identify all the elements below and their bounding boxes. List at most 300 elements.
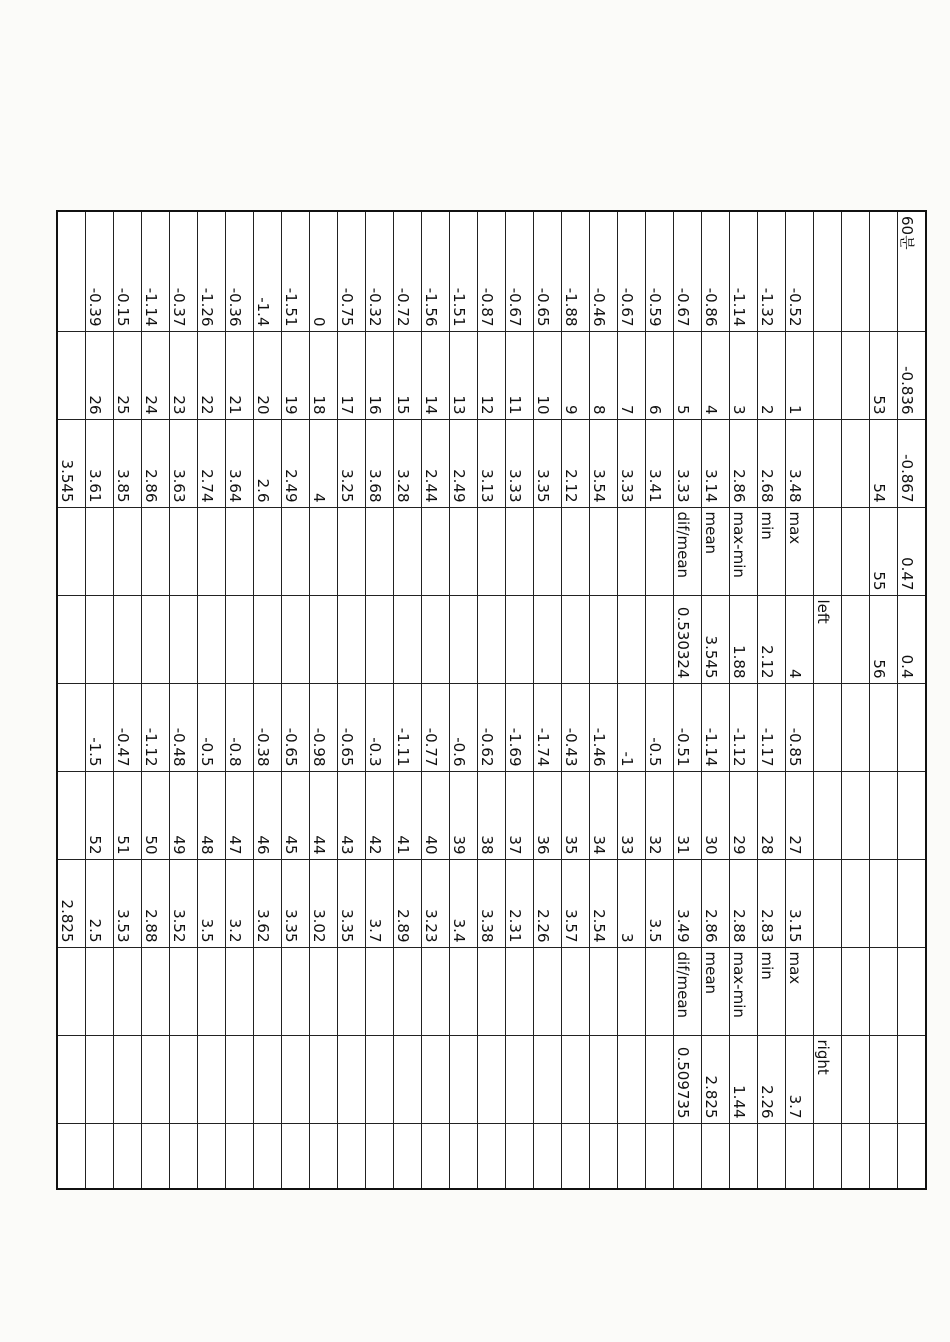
empty-cell (142, 947, 170, 1035)
left-index: 17 (338, 331, 366, 419)
right-value: 3.2 (226, 859, 254, 947)
table-row (730, 211, 758, 1189)
right-index: 38 (478, 771, 506, 859)
right-offset: -1.69 (506, 683, 534, 771)
right-value: 3.15 (786, 859, 814, 947)
empty-cell (646, 595, 674, 683)
empty-cell (57, 1123, 86, 1189)
left-offset: -1.51 (450, 211, 478, 331)
left-index: 2 (758, 331, 786, 419)
right-index: 34 (590, 771, 618, 859)
empty-cell (114, 595, 142, 683)
header-value: 0.47 (898, 507, 927, 595)
left-offset: -1.4 (254, 211, 282, 331)
right-offset: -1.12 (730, 683, 758, 771)
left-value: 3.14 (702, 419, 730, 507)
empty-cell (842, 683, 870, 771)
empty-cell (450, 1123, 478, 1189)
right-index: 33 (618, 771, 646, 859)
empty-cell (814, 331, 842, 419)
table-row (366, 211, 394, 1189)
right-value: 3.7 (366, 859, 394, 947)
left-value: 3.68 (366, 419, 394, 507)
left-index: 26 (86, 331, 114, 419)
empty-cell (86, 1123, 114, 1189)
left-offset: -0.15 (114, 211, 142, 331)
empty-cell (254, 1123, 282, 1189)
table-row (198, 211, 226, 1189)
left-offset: -0.39 (86, 211, 114, 331)
left-offset: -0.52 (786, 211, 814, 331)
right-offset: -1.14 (702, 683, 730, 771)
right-median: 2.825 (57, 859, 86, 947)
empty-cell (786, 1123, 814, 1189)
right-offset: -0.77 (422, 683, 450, 771)
empty-cell (898, 859, 927, 947)
left-index: 10 (534, 331, 562, 419)
empty-cell (534, 1123, 562, 1189)
table-row (478, 211, 506, 1189)
empty-cell (114, 1123, 142, 1189)
empty-cell (310, 1035, 338, 1123)
empty-cell (534, 1035, 562, 1123)
right-value: 3.4 (450, 859, 478, 947)
header-value: 0.4 (898, 595, 927, 683)
header-row-values (898, 211, 927, 1189)
empty-cell (394, 1035, 422, 1123)
left-stat-label: max (786, 507, 814, 595)
left-stat-value: 2.12 (758, 595, 786, 683)
left-offset: -0.67 (674, 211, 702, 331)
empty-cell (618, 507, 646, 595)
right-stat-label: mean (702, 947, 730, 1035)
empty-cell (870, 859, 898, 947)
empty-cell (646, 947, 674, 1035)
empty-cell (198, 947, 226, 1035)
empty-cell (478, 1123, 506, 1189)
data-grid (56, 210, 927, 1190)
empty-cell (646, 1035, 674, 1123)
table-row (674, 211, 702, 1189)
empty-cell (702, 1123, 730, 1189)
right-offset: -1.5 (86, 683, 114, 771)
right-value: 2.54 (590, 859, 618, 947)
empty-cell (422, 1123, 450, 1189)
right-index: 37 (506, 771, 534, 859)
right-stat-value: 1.44 (730, 1035, 758, 1123)
empty-cell (590, 947, 618, 1035)
right-offset: -0.65 (282, 683, 310, 771)
left-median: 3.545 (57, 419, 86, 507)
left-index: 19 (282, 331, 310, 419)
sheet-title: 60분 (898, 211, 927, 331)
spreadsheet-printout (58, 210, 927, 1180)
left-offset: -1.88 (562, 211, 590, 331)
empty-cell (310, 1123, 338, 1189)
left-value: 2.44 (422, 419, 450, 507)
right-stat-label: dif/mean (674, 947, 702, 1035)
right-value: 3.35 (282, 859, 310, 947)
empty-cell (814, 211, 842, 331)
left-stat-value: 1.88 (730, 595, 758, 683)
left-value: 4 (310, 419, 338, 507)
right-index: 45 (282, 771, 310, 859)
empty-cell (57, 211, 86, 331)
empty-cell (450, 1035, 478, 1123)
left-value: 2.6 (254, 419, 282, 507)
right-offset: -1.12 (142, 683, 170, 771)
left-offset: -0.65 (534, 211, 562, 331)
right-index: 31 (674, 771, 702, 859)
empty-cell (842, 507, 870, 595)
right-offset: -0.65 (338, 683, 366, 771)
left-stat-value: 0.530324 (674, 595, 702, 683)
left-value: 3.33 (674, 419, 702, 507)
left-offset: -0.32 (366, 211, 394, 331)
right-stat-value: 2.825 (702, 1035, 730, 1123)
empty-cell (254, 595, 282, 683)
empty-cell (814, 419, 842, 507)
empty-cell (366, 1123, 394, 1189)
right-offset: -1.74 (534, 683, 562, 771)
right-offset: -1.17 (758, 683, 786, 771)
empty-cell (198, 595, 226, 683)
left-header: left (814, 595, 842, 683)
empty-cell (338, 1035, 366, 1123)
right-header: right (814, 1035, 842, 1123)
empty-cell (226, 1035, 254, 1123)
right-value: 3.02 (310, 859, 338, 947)
empty-cell (814, 1123, 842, 1189)
empty-cell (57, 771, 86, 859)
right-value: 2.88 (730, 859, 758, 947)
table-row (702, 211, 730, 1189)
empty-cell (618, 595, 646, 683)
empty-cell (366, 1035, 394, 1123)
left-index: 25 (114, 331, 142, 419)
left-index: 16 (366, 331, 394, 419)
empty-cell (478, 595, 506, 683)
left-stat-label: max-min (730, 507, 758, 595)
empty-cell (590, 507, 618, 595)
empty-cell (226, 507, 254, 595)
left-value: 3.25 (338, 419, 366, 507)
left-index: 4 (702, 331, 730, 419)
empty-cell (450, 595, 478, 683)
right-value: 2.89 (394, 859, 422, 947)
header-value: -0.867 (898, 419, 927, 507)
left-offset: -0.37 (170, 211, 198, 331)
left-index: 8 (590, 331, 618, 419)
empty-cell (282, 507, 310, 595)
table-row (394, 211, 422, 1189)
empty-cell (478, 947, 506, 1035)
empty-cell (506, 1035, 534, 1123)
right-index: 39 (450, 771, 478, 859)
left-index: 1 (786, 331, 814, 419)
empty-cell (506, 1123, 534, 1189)
right-value: 2.31 (506, 859, 534, 947)
left-index: 20 (254, 331, 282, 419)
empty-cell (646, 507, 674, 595)
right-value: 2.83 (758, 859, 786, 947)
right-index: 28 (758, 771, 786, 859)
empty-cell (506, 595, 534, 683)
right-offset: -1.46 (590, 683, 618, 771)
left-index: 21 (226, 331, 254, 419)
empty-cell (226, 595, 254, 683)
left-value: 3.13 (478, 419, 506, 507)
empty-cell (898, 947, 927, 1035)
right-offset: -0.85 (786, 683, 814, 771)
empty-cell (86, 947, 114, 1035)
empty-cell (114, 1035, 142, 1123)
empty-cell (842, 771, 870, 859)
empty-cell (450, 507, 478, 595)
empty-cell (842, 331, 870, 419)
empty-cell (870, 683, 898, 771)
empty-cell (170, 1035, 198, 1123)
right-index: 52 (86, 771, 114, 859)
table-row (646, 211, 674, 1189)
right-stat-label: max (786, 947, 814, 1035)
header-row-indices (870, 211, 898, 1189)
left-offset: -1.32 (758, 211, 786, 331)
empty-cell (842, 419, 870, 507)
right-value: 3.38 (478, 859, 506, 947)
empty-cell (226, 947, 254, 1035)
table-row (758, 211, 786, 1189)
right-offset: -0.51 (674, 683, 702, 771)
empty-cell (590, 1035, 618, 1123)
empty-cell (842, 211, 870, 331)
empty-cell (86, 595, 114, 683)
empty-cell (366, 507, 394, 595)
left-value: 2.49 (450, 419, 478, 507)
right-index: 36 (534, 771, 562, 859)
empty-cell (590, 595, 618, 683)
table-row (338, 211, 366, 1189)
left-index: 15 (394, 331, 422, 419)
left-stat-label: min (758, 507, 786, 595)
empty-cell (338, 947, 366, 1035)
left-value: 3.85 (114, 419, 142, 507)
left-value: 3.61 (86, 419, 114, 507)
empty-cell (114, 507, 142, 595)
empty-cell (170, 1123, 198, 1189)
header-index: 56 (870, 595, 898, 683)
empty-cell (254, 947, 282, 1035)
right-value: 3.5 (198, 859, 226, 947)
right-offset: -0.98 (310, 683, 338, 771)
empty-cell (730, 1123, 758, 1189)
left-index: 23 (170, 331, 198, 419)
left-offset: -0.46 (590, 211, 618, 331)
empty-cell (870, 1035, 898, 1123)
right-index: 44 (310, 771, 338, 859)
empty-cell (618, 1035, 646, 1123)
table-row (786, 211, 814, 1189)
left-value: 2.86 (142, 419, 170, 507)
empty-cell (898, 1035, 927, 1123)
right-index: 41 (394, 771, 422, 859)
empty-cell (226, 1123, 254, 1189)
empty-cell (842, 595, 870, 683)
right-value: 3.62 (254, 859, 282, 947)
empty-cell (422, 595, 450, 683)
right-index: 51 (114, 771, 142, 859)
left-value: 3.35 (534, 419, 562, 507)
table-row (86, 211, 114, 1189)
left-value: 3.33 (506, 419, 534, 507)
empty-cell (57, 1035, 86, 1123)
empty-cell (562, 1035, 590, 1123)
right-index: 43 (338, 771, 366, 859)
empty-cell (338, 595, 366, 683)
right-value: 3.52 (170, 859, 198, 947)
table-row (618, 211, 646, 1189)
right-offset: -0.3 (366, 683, 394, 771)
empty-cell (506, 507, 534, 595)
left-value: 3.28 (394, 419, 422, 507)
empty-cell (534, 595, 562, 683)
empty-cell (142, 1123, 170, 1189)
left-offset: -0.75 (338, 211, 366, 331)
left-value: 2.68 (758, 419, 786, 507)
empty-cell (562, 1123, 590, 1189)
empty-cell (57, 331, 86, 419)
left-offset: -0.86 (702, 211, 730, 331)
right-offset: -0.5 (646, 683, 674, 771)
empty-cell (870, 947, 898, 1035)
left-index: 22 (198, 331, 226, 419)
empty-cell (338, 1123, 366, 1189)
left-offset: -1.26 (198, 211, 226, 331)
empty-cell (534, 947, 562, 1035)
right-index: 47 (226, 771, 254, 859)
right-stat-label: max-min (730, 947, 758, 1035)
right-stat-label: min (758, 947, 786, 1035)
empty-cell (506, 947, 534, 1035)
empty-cell (254, 507, 282, 595)
table-row (282, 211, 310, 1189)
empty-cell (842, 947, 870, 1035)
empty-cell (590, 1123, 618, 1189)
empty-cell (282, 1035, 310, 1123)
empty-cell (814, 947, 842, 1035)
left-offset: -1.56 (422, 211, 450, 331)
right-index: 32 (646, 771, 674, 859)
right-index: 50 (142, 771, 170, 859)
empty-cell (422, 947, 450, 1035)
table-row (534, 211, 562, 1189)
empty-cell (198, 1123, 226, 1189)
empty-cell (842, 1123, 870, 1189)
left-value: 3.63 (170, 419, 198, 507)
right-value: 3.23 (422, 859, 450, 947)
empty-cell (842, 1035, 870, 1123)
left-value: 3.54 (590, 419, 618, 507)
right-offset: -0.5 (198, 683, 226, 771)
left-offset: -0.72 (394, 211, 422, 331)
empty-cell (870, 771, 898, 859)
left-offset: -1.14 (142, 211, 170, 331)
empty-cell (646, 1123, 674, 1189)
table-row (562, 211, 590, 1189)
empty-cell (758, 1123, 786, 1189)
left-offset: -0.87 (478, 211, 506, 331)
table-row (506, 211, 534, 1189)
empty-cell (282, 595, 310, 683)
empty-cell (870, 211, 898, 331)
empty-cell (310, 507, 338, 595)
empty-cell (366, 595, 394, 683)
empty-cell (422, 1035, 450, 1123)
empty-cell (254, 1035, 282, 1123)
right-value: 3.53 (114, 859, 142, 947)
left-index: 12 (478, 331, 506, 419)
right-value: 3.5 (646, 859, 674, 947)
right-value: 3.57 (562, 859, 590, 947)
empty-cell (198, 1035, 226, 1123)
left-value: 3.41 (646, 419, 674, 507)
empty-cell (86, 507, 114, 595)
empty-cell (366, 947, 394, 1035)
right-stat-value: 3.7 (786, 1035, 814, 1123)
left-stat-label: dif/mean (674, 507, 702, 595)
right-value: 2.86 (702, 859, 730, 947)
header-index: 54 (870, 419, 898, 507)
right-index: 40 (422, 771, 450, 859)
empty-cell (310, 947, 338, 1035)
right-index: 48 (198, 771, 226, 859)
table-row (114, 211, 142, 1189)
left-offset: -0.67 (506, 211, 534, 331)
empty-cell (394, 507, 422, 595)
empty-cell (114, 947, 142, 1035)
table-row (170, 211, 198, 1189)
table-row (310, 211, 338, 1189)
empty-cell (170, 507, 198, 595)
empty-cell (170, 947, 198, 1035)
left-index: 14 (422, 331, 450, 419)
right-offset: -0.48 (170, 683, 198, 771)
empty-cell (282, 1123, 310, 1189)
header-value: -0.836 (898, 331, 927, 419)
empty-cell (142, 595, 170, 683)
empty-cell (814, 683, 842, 771)
table-row (142, 211, 170, 1189)
left-index: 5 (674, 331, 702, 419)
empty-cell (898, 1123, 927, 1189)
empty-cell (450, 947, 478, 1035)
right-index: 29 (730, 771, 758, 859)
table-row (590, 211, 618, 1189)
empty-cell (814, 507, 842, 595)
summary-row (57, 211, 86, 1189)
empty-cell (562, 595, 590, 683)
left-stat-value: 3.545 (702, 595, 730, 683)
empty-cell (57, 947, 86, 1035)
left-offset: -0.36 (226, 211, 254, 331)
empty-cell (57, 595, 86, 683)
empty-cell (422, 507, 450, 595)
right-stat-value: 0.509735 (674, 1035, 702, 1123)
left-value: 2.12 (562, 419, 590, 507)
empty-cell (394, 947, 422, 1035)
left-index: 11 (506, 331, 534, 419)
left-index: 6 (646, 331, 674, 419)
